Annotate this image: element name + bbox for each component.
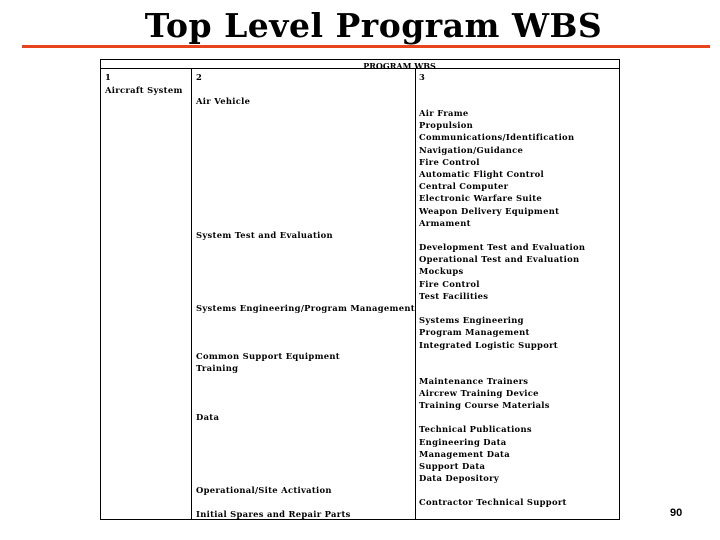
- level-3-item: Fire Control: [419, 157, 480, 167]
- level-3-item: Aircrew Training Device: [419, 388, 539, 398]
- level-2-item: Systems Engineering/Program Management: [196, 303, 415, 313]
- level-3-item: Management Data: [419, 449, 510, 459]
- level-3-item: Development Test and Evaluation: [419, 242, 586, 252]
- level-3-item: Training Course Materials: [419, 400, 550, 410]
- level-3-item: Program Management: [419, 327, 530, 337]
- level-2-item: Common Support Equipment: [196, 351, 340, 361]
- level-1-item: Aircraft System: [105, 85, 183, 95]
- level-3-item: Integrated Logistic Support: [419, 340, 558, 350]
- level-2-item: Initial Spares and Repair Parts: [196, 509, 351, 519]
- title-underline-bar: [22, 45, 710, 48]
- level-3-item: Operational Test and Evaluation: [419, 254, 580, 264]
- level-3-item: Data Depository: [419, 473, 500, 483]
- level-1-number: 1: [105, 72, 112, 82]
- level-3-item: Fire Control: [419, 279, 480, 289]
- level-2-item: Operational/Site Activation: [196, 485, 332, 495]
- slide-title: Top Level Program WBS: [144, 6, 603, 45]
- level-3-item: Electronic Warfare Suite: [419, 193, 543, 203]
- level-2-number: 2: [196, 72, 203, 82]
- level-3-item: Automatic Flight Control: [419, 169, 545, 179]
- column-divider-2-3: [415, 68, 416, 519]
- page-number: 90: [670, 507, 683, 519]
- level-2-item: Data: [196, 412, 220, 422]
- level-3-item: Engineering Data: [419, 437, 507, 447]
- level-3-item: Systems Engineering: [419, 315, 524, 325]
- table-heading: PROGRAM WBS: [363, 61, 436, 71]
- level-3-item: Maintenance Trainers: [419, 376, 529, 386]
- level-3-item: Air Frame: [419, 108, 469, 118]
- program-wbs-table: [100, 59, 620, 520]
- column-divider-1-2: [191, 68, 192, 519]
- level-3-item: Weapon Delivery Equipment: [419, 206, 560, 216]
- level-3-item: Mockups: [419, 266, 464, 276]
- level-3-item: Technical Publications: [419, 424, 532, 434]
- level-3-item: Communications/Identification: [419, 132, 575, 142]
- title-underline: [22, 45, 710, 48]
- heading-divider: [101, 68, 619, 69]
- level-3-number: 3: [419, 72, 426, 82]
- level-3-item: Test Facilities: [419, 291, 489, 301]
- level-3-item: Central Computer: [419, 181, 509, 191]
- level-3-item: Navigation/Guidance: [419, 145, 524, 155]
- level-2-item: Training: [196, 363, 239, 373]
- level-2-item: System Test and Evaluation: [196, 230, 333, 240]
- level-3-item: Propulsion: [419, 120, 473, 130]
- level-3-item: Armament: [419, 218, 471, 228]
- level-3-item: Support Data: [419, 461, 486, 471]
- level-2-item: Air Vehicle: [196, 96, 251, 106]
- level-3-item: Contractor Technical Support: [419, 497, 567, 507]
